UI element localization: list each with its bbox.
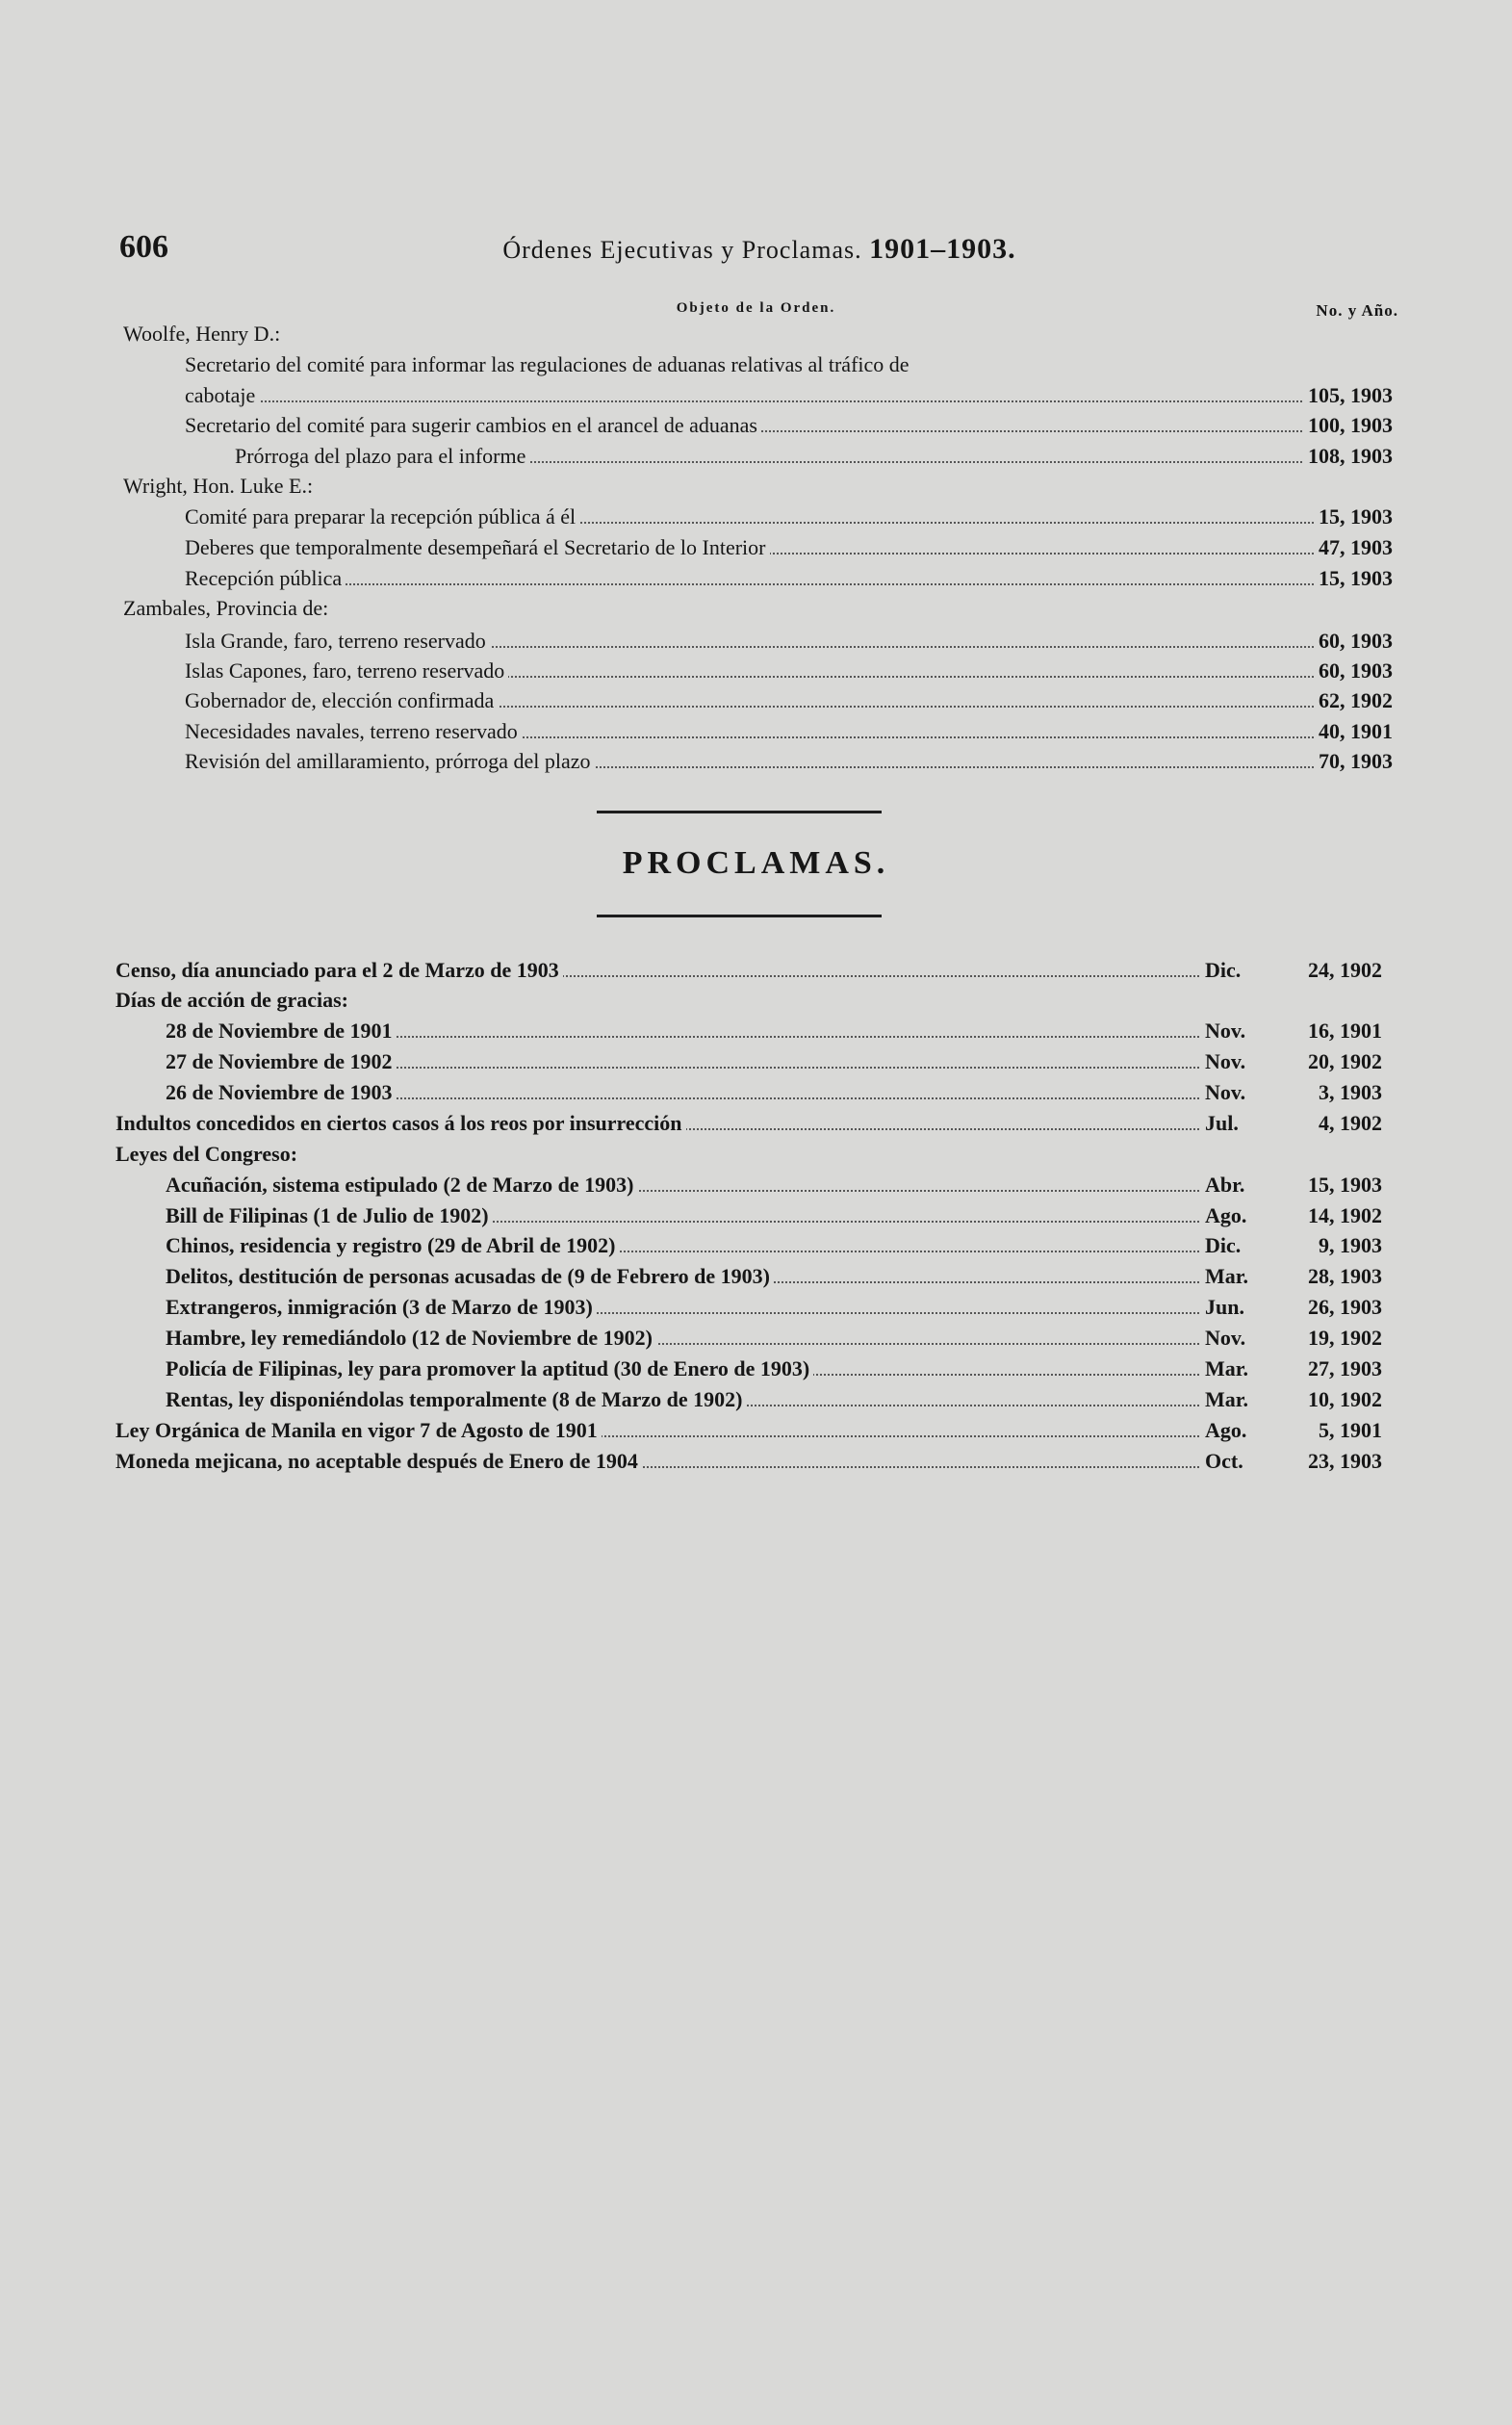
proclama-entry — [166, 1017, 1382, 1045]
proclama-entry — [166, 1354, 1382, 1383]
entry-number-year: 62, 1902 — [1315, 686, 1393, 715]
index-entry — [123, 472, 1393, 501]
proclama-month: Ago. — [1201, 1201, 1246, 1230]
proclama-entry — [115, 1140, 1382, 1169]
entry-subject: Wright, Hon. Luke E.: — [123, 472, 317, 501]
proclama-entry — [166, 1293, 1382, 1322]
proclama-day-year: 26, 1903 — [1308, 1295, 1382, 1319]
entry-number-year: 108, 1903 — [1304, 442, 1393, 471]
index-entry — [185, 350, 1393, 379]
proclama-day-year: 23, 1903 — [1308, 1449, 1382, 1473]
proclama-subject: Días de acción de gracias: — [115, 986, 352, 1015]
column-heading-subject: Objeto de la Orden. — [676, 300, 836, 316]
proclamas-heading: PROCLAMAS. — [622, 845, 890, 881]
proclama-subject: Rentas, ley disponiéndolas temporalmente (8 de Marzo de 1902) — [166, 1385, 746, 1414]
proclama-day-year: 20, 1902 — [1308, 1049, 1382, 1073]
proclama-subject: Acuñación, sistema estipulado (2 de Marzo de 1903) — [166, 1171, 637, 1200]
proclama-entry — [166, 1262, 1382, 1291]
proclama-entry — [166, 1324, 1382, 1353]
entry-number-year: 60, 1903 — [1315, 657, 1393, 685]
proclama-day-year: 27, 1903 — [1308, 1356, 1382, 1380]
proclama-month: Abr. — [1201, 1171, 1244, 1200]
proclama-subject: Moneda mejicana, no aceptable después de Enero de 1904 — [115, 1447, 642, 1476]
proclama-subject: 27 de Noviembre de 1902 — [166, 1047, 396, 1076]
index-entry — [123, 320, 1393, 348]
proclama-entry — [115, 1447, 1382, 1476]
index-entry — [185, 747, 1393, 776]
running-title-text: Órdenes Ejecutivas y Proclamas. — [502, 236, 862, 264]
entry-subject: Comité para preparar la recepción pública á él — [185, 503, 579, 531]
index-entry — [235, 442, 1393, 471]
entry-number-year: 40, 1901 — [1315, 717, 1393, 746]
page-header — [119, 229, 1399, 268]
divider-rule-bottom — [597, 915, 882, 917]
entry-subject: Woolfe, Henry D.: — [123, 320, 284, 348]
entry-subject: Secretario del comité para informar las regulaciones de aduanas relativas al tráfico de — [185, 350, 913, 379]
proclama-month: Nov. — [1201, 1017, 1245, 1045]
index-entry — [185, 717, 1393, 746]
proclama-subject: Extrangeros, inmigración (3 de Marzo de 1903) — [166, 1293, 597, 1322]
proclama-subject: 26 de Noviembre de 1903 — [166, 1078, 396, 1107]
proclama-entry — [166, 1078, 1382, 1107]
proclama-month: Oct. — [1201, 1447, 1243, 1476]
proclama-entry — [166, 1171, 1382, 1200]
proclama-entry — [166, 1231, 1382, 1260]
proclama-day-year: 19, 1902 — [1308, 1326, 1382, 1350]
entry-number-year: 15, 1903 — [1315, 503, 1393, 531]
index-entry — [185, 686, 1393, 715]
proclama-day-year: 15, 1903 — [1308, 1173, 1382, 1197]
entry-subject: Isla Grande, faro, terreno reservado — [185, 627, 490, 656]
entry-subject: Prórroga del plazo para el informe — [235, 442, 529, 471]
proclama-subject: Hambre, ley remediándolo (12 de Noviembre de 1902) — [166, 1324, 656, 1353]
dot-leader — [223, 583, 1383, 585]
entry-subject: Deberes que temporalmente desempeñará el Secretario de lo Interior — [185, 533, 770, 562]
index-entry — [185, 627, 1393, 656]
proclama-entry — [115, 1416, 1382, 1445]
proclama-month: Dic. — [1201, 956, 1241, 985]
proclama-day-year: 10, 1902 — [1308, 1387, 1382, 1411]
proclama-entry — [115, 986, 1382, 1015]
index-entry — [123, 594, 1393, 623]
proclama-day-year: 5, 1901 — [1319, 1418, 1382, 1442]
proclama-entry — [166, 1385, 1382, 1414]
proclama-month: Jul. — [1201, 1109, 1239, 1138]
proclama-subject: Ley Orgánica de Manila en vigor 7 de Agosto de 1901 — [115, 1416, 602, 1445]
proclama-entry — [115, 1109, 1382, 1138]
index-entry — [185, 381, 1393, 410]
entry-number-year: 60, 1903 — [1315, 627, 1393, 656]
divider-rule-top — [597, 811, 882, 813]
proclama-month: Jun. — [1201, 1293, 1244, 1322]
entry-number-year: 47, 1903 — [1315, 533, 1393, 562]
proclama-day-year: 9, 1903 — [1319, 1233, 1382, 1257]
proclama-month: Nov. — [1201, 1047, 1245, 1076]
proclama-month: Mar. — [1201, 1385, 1248, 1414]
entry-number-year: 105, 1903 — [1304, 381, 1393, 410]
entry-subject: Revisión del amillaramiento, prórroga del plazo — [185, 747, 595, 776]
proclama-subject: Policía de Filipinas, ley para promover la aptitud (30 de Enero de 1903) — [166, 1354, 813, 1383]
proclama-subject: Delitos, destitución de personas acusadas de (9 de Febrero de 1903) — [166, 1262, 774, 1291]
proclama-day-year: 28, 1903 — [1308, 1264, 1382, 1288]
proclama-day-year: 3, 1903 — [1319, 1080, 1382, 1104]
proclama-day-year: 4, 1902 — [1319, 1111, 1382, 1135]
entry-subject: Zambales, Provincia de: — [123, 594, 332, 623]
proclama-day-year: 14, 1902 — [1308, 1203, 1382, 1227]
index-entry — [185, 411, 1393, 440]
dot-leader — [223, 400, 1383, 402]
entry-subject: Gobernador de, elección confirmada — [185, 686, 498, 715]
proclama-month: Dic. — [1201, 1231, 1241, 1260]
entry-subject: Recepción pública — [185, 564, 346, 593]
proclama-month: Ago. — [1201, 1416, 1246, 1445]
index-entry — [185, 533, 1393, 562]
proclama-entry — [166, 1201, 1382, 1230]
proclama-subject: Bill de Filipinas (1 de Julio de 1902) — [166, 1201, 493, 1230]
proclama-day-year: 24, 1902 — [1308, 958, 1382, 982]
proclama-month: Mar. — [1201, 1262, 1248, 1291]
proclama-month: Mar. — [1201, 1354, 1248, 1383]
proclama-subject: Chinos, residencia y registro (29 de Abril de 1902) — [166, 1231, 620, 1260]
proclama-subject: Censo, día anunciado para el 2 de Marzo de 1903 — [115, 956, 563, 985]
running-title — [119, 233, 1399, 266]
index-entry — [185, 657, 1393, 685]
running-title-years: 1901–1903. — [869, 233, 1016, 265]
entry-subject: cabotaje — [185, 381, 259, 410]
proclama-subject: Leyes del Congreso: — [115, 1140, 301, 1169]
column-heading-number-year: No. y Año. — [1316, 301, 1398, 320]
proclama-month: Nov. — [1201, 1078, 1245, 1107]
entry-number-year: 100, 1903 — [1304, 411, 1393, 440]
entry-subject: Islas Capones, faro, terreno reservado — [185, 657, 508, 685]
proclama-entry — [166, 1047, 1382, 1076]
proclama-subject: 28 de Noviembre de 1901 — [166, 1017, 396, 1045]
entry-number-year: 15, 1903 — [1315, 564, 1393, 593]
proclama-entry — [115, 956, 1382, 985]
index-entry — [185, 503, 1393, 531]
entry-subject: Necesidades navales, terreno reservado — [185, 717, 522, 746]
page-number: 606 — [119, 229, 168, 265]
proclama-month: Nov. — [1201, 1324, 1245, 1353]
entry-subject: Secretario del comité para sugerir cambios en el arancel de aduanas — [185, 411, 761, 440]
index-entry — [185, 564, 1393, 593]
proclama-day-year: 16, 1901 — [1308, 1019, 1382, 1043]
proclama-subject: Indultos concedidos en ciertos casos á los reos por insurrección — [115, 1109, 686, 1138]
entry-number-year: 70, 1903 — [1315, 747, 1393, 776]
